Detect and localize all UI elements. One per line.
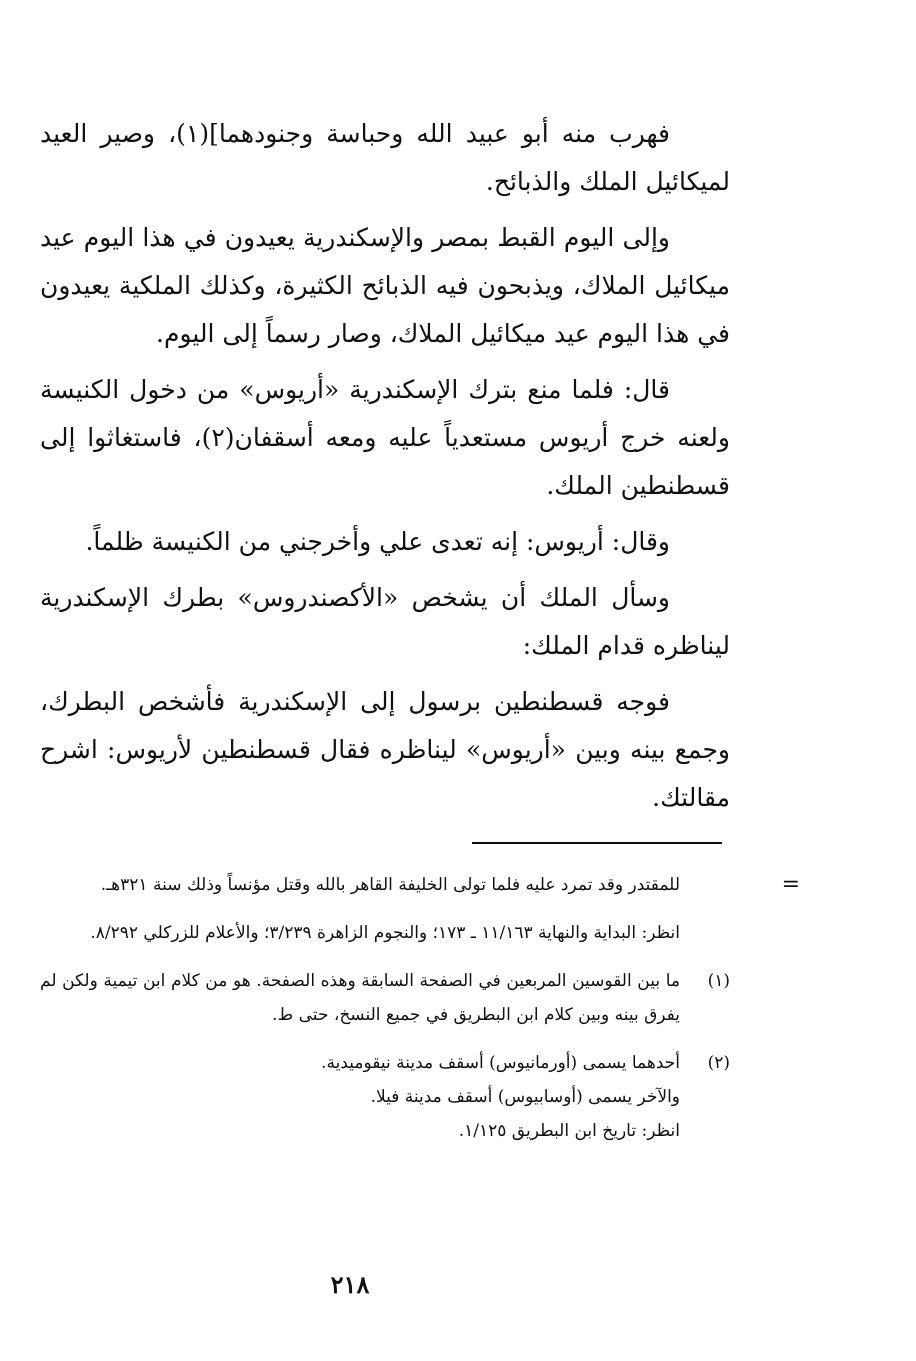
paragraph: فوجه قسطنطين برسول إلى الإسكندرية فأشخص البطرك، وجمع بينه وبين «أريوس» ليناظره فقال قسطنطين لأريوس: اشرح مقالتك. [40, 687, 730, 812]
paragraph: قال: فلما منع بترك الإسكندرية «أريوس» من دخول الكنيسة ولعنه خرج أريوس مستعدياً عليه ومعه أسقفان(٢)، فاستغاثوا إلى قسطنطين الملك. [40, 375, 731, 500]
footnotes [40, 868, 800, 1162]
paragraph: فهرب منه أبو عبيد الله وحباسة وجنودهما](١)، وصير العيد لميكائيل الملك والذبائح. [40, 119, 730, 196]
footnote-number: (١) [707, 971, 730, 991]
footnote-text: والآخر يسمى (أوسابيوس) أسقف مدينة فيلا. [370, 1087, 680, 1107]
footnote-continuation [40, 868, 730, 902]
footnote-2 [40, 1046, 730, 1148]
footnote-text: انظر: تاريخ ابن البطريق ١/١٢٥. [458, 1121, 680, 1141]
footnote-text: للمقتدر وقد تمرد عليه فلما تولى الخليفة القاهر بالله وقتل مؤنساً وذلك سنة ٣٢١هـ. [100, 875, 680, 895]
footnote-1 [40, 964, 730, 1032]
footnote-divider [472, 842, 722, 844]
footnote-number: (٢) [707, 1053, 730, 1073]
paragraph: وقال: أريوس: إنه تعدى علي وأخرجني من الكنيسة ظلماً. [85, 527, 670, 556]
footnote-text: ما بين القوسين المربعين في الصفحة السابقة وهذه الصفحة. هو من كلام ابن تيمية ولكن لم يفرق بينه وبين كلام ابن البطريق في جميع النسخ، حتى ط. [40, 971, 680, 1025]
footnote-continuation [40, 916, 730, 950]
paragraph: وإلى اليوم القبط بمصر والإسكندرية يعيدون في هذا اليوم عيد ميكائيل الملاك، ويذبحون فيه الذبائح الكثيرة، وكذلك الملكية يعيدون في هذا اليوم عيد ميكائيل الملاك، وصار رسماً إلى اليوم. [40, 223, 730, 348]
footnote-text: انظر: البداية والنهاية ١١/١٦٣ ـ ١٧٣؛ والنجوم الزاهرة ٣/٢٣٩؛ والأعلام للزركلي ٨/٢٩٢. [90, 923, 680, 943]
paragraph: وسأل الملك أن يشخص «الأكصندروس» بطرك الإسكندرية ليناظره قدام الملك: [40, 583, 730, 660]
book-page [40, 110, 800, 1330]
main-text [40, 110, 730, 822]
footnote-continuation-mark: = [781, 872, 800, 897]
footnote-text: أحدهما يسمى (أورمانيوس) أسقف مدينة نيقوميدية. [321, 1053, 680, 1073]
page-number: ٢١٨ [330, 1270, 370, 1299]
